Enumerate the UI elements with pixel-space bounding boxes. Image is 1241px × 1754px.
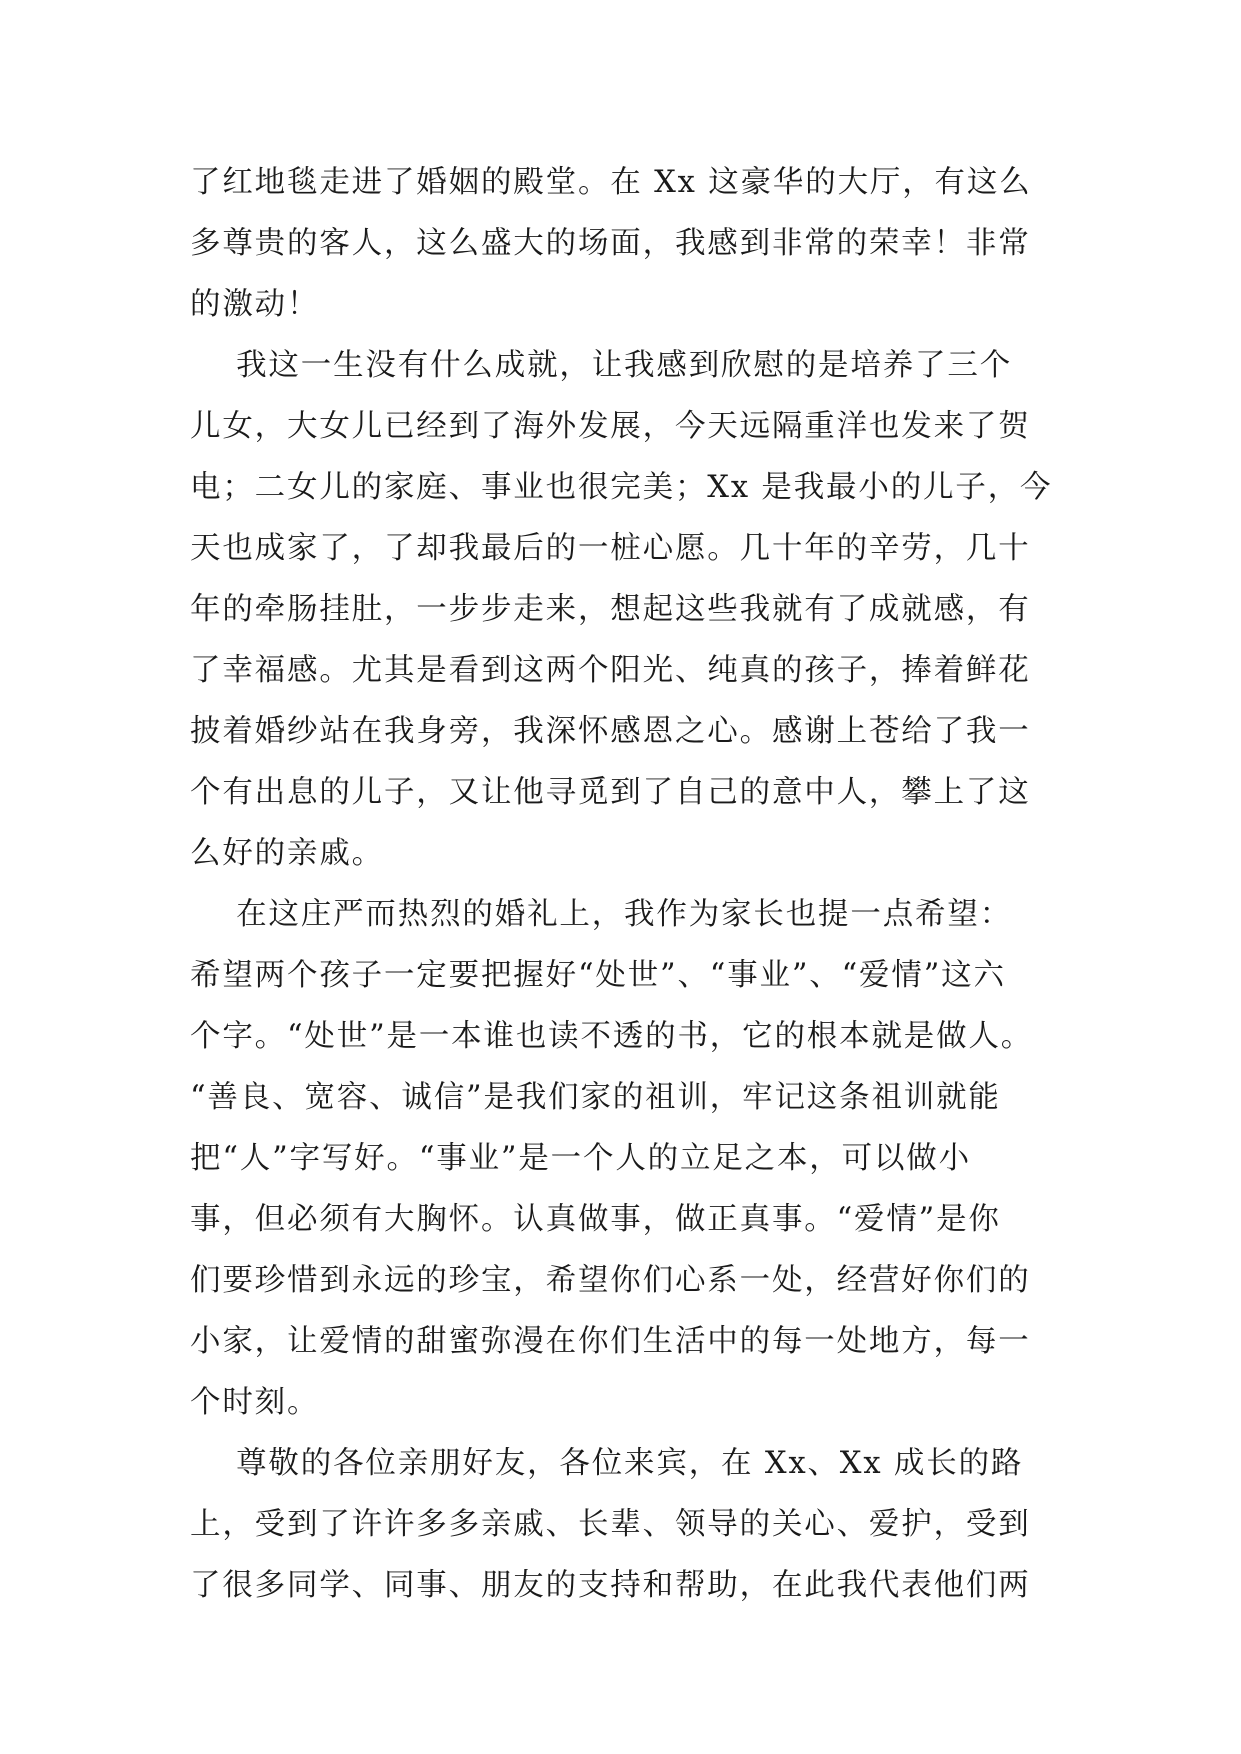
text-line: 个有出息的儿子，又让他寻觅到了自己的意中人，攀上了这	[190, 775, 1031, 810]
text-line: 年的牵肠挂肚，一步步走来，想起这些我就有了成就感，有	[190, 592, 1031, 627]
text-line: 事，但必须有大胸怀。认真做事，做正真事。“爱情”是你	[190, 1202, 1001, 1237]
text-line: 的激动！	[190, 287, 320, 322]
text-line: 了幸福感。尤其是看到这两个阳光、纯真的孩子，捧着鲜花	[190, 653, 1031, 688]
text-line: 上，受到了许许多多亲戚、长辈、领导的关心、爱护，受到	[190, 1507, 1031, 1542]
text-line: 了红地毯走进了婚姻的殿堂。在 Xx 这豪华的大厅，有这么	[190, 165, 1032, 200]
text-line: 么好的亲戚。	[190, 836, 384, 871]
text-line: 多尊贵的客人，这么盛大的场面，我感到非常的荣幸！非常	[190, 226, 1031, 261]
text-line: 尊敬的各位亲朋好友，各位来宾，在 Xx、Xx 成长的路	[190, 1446, 1024, 1481]
text-line: 小家，让爱情的甜蜜弥漫在你们生活中的每一处地方，每一	[190, 1324, 1031, 1359]
text-line: 了很多同学、同事、朋友的支持和帮助，在此我代表他们两	[190, 1568, 1031, 1603]
body-text	[190, 152, 1090, 1616]
text-line: 在这庄严而热烈的婚礼上，我作为家长也提一点希望：	[190, 897, 1013, 932]
text-line: 儿女，大女儿已经到了海外发展，今天远隔重洋也发来了贺	[190, 409, 1031, 444]
text-line: 披着婚纱站在我身旁，我深怀感恩之心。感谢上苍给了我一	[190, 714, 1031, 749]
text-line: 希望两个孩子一定要把握好“处世”、“事业”、“爱情”这六	[190, 958, 1006, 993]
text-line: 把“人”字写好。“事业”是一个人的立足之本，可以做小	[190, 1141, 971, 1176]
text-line: 天也成家了，了却我最后的一桩心愿。几十年的辛劳，几十	[190, 531, 1031, 566]
text-line: “善良、宽容、诚信”是我们家的祖训，牢记这条祖训就能	[190, 1080, 1001, 1115]
text-line: 我这一生没有什么成就，让我感到欣慰的是培养了三个	[190, 348, 1013, 383]
text-line: 们要珍惜到永远的珍宝，希望你们心系一处，经营好你们的	[190, 1263, 1031, 1298]
text-line: 电；二女儿的家庭、事业也很完美；Xx 是我最小的儿子，今	[190, 470, 1053, 505]
text-line: 个时刻。	[190, 1385, 320, 1420]
text-line: 个字。“处世”是一本谁也读不透的书，它的根本就是做人。	[190, 1019, 1034, 1054]
